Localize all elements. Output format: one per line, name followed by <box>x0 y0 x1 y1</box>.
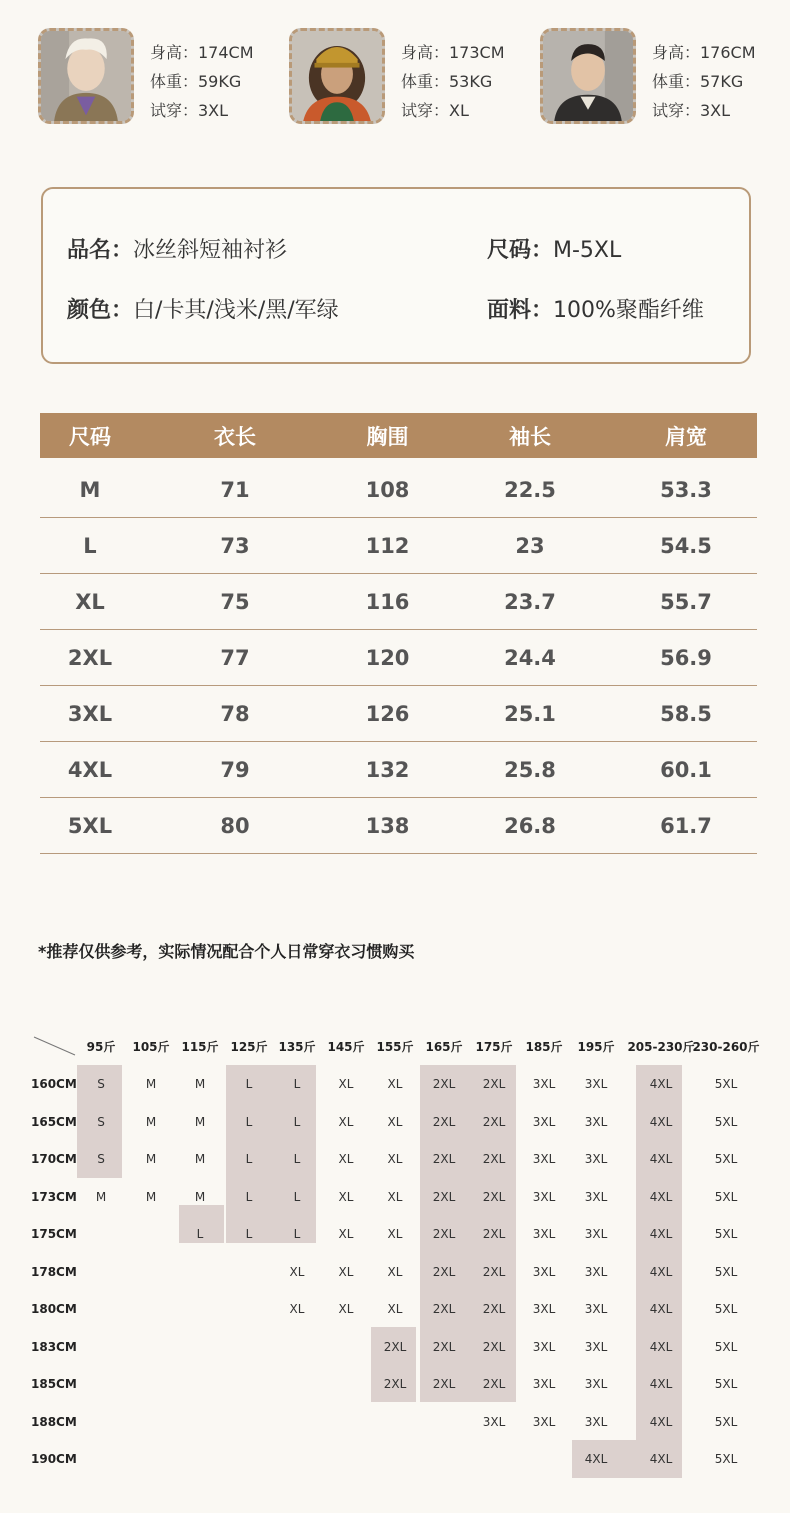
height-header: 175CM <box>31 1227 77 1241</box>
model-height: 身高：174CM <box>150 43 254 62</box>
cell-shoulder: 55.7 <box>660 589 712 614</box>
weight-header: 105斤 <box>132 1040 170 1054</box>
size-cell: XL <box>338 1114 354 1129</box>
cell-length: 78 <box>220 701 250 726</box>
weight-header: 185斤 <box>525 1040 563 1054</box>
size-cell: 4XL <box>649 1264 673 1279</box>
size-cell: XL <box>387 1114 403 1129</box>
size-cell: 2XL <box>383 1339 407 1354</box>
size-cell: 5XL <box>714 1452 738 1466</box>
size-cell: 4XL <box>649 1114 673 1129</box>
size-cell: 2XL <box>482 1302 506 1316</box>
size-cell: XL <box>387 1077 403 1091</box>
cell-chest: 120 <box>365 645 410 670</box>
size-cell: 3XL <box>584 1414 608 1429</box>
height-header: 190CM <box>31 1452 77 1466</box>
size-cell: M <box>194 1189 206 1204</box>
size-cell: XL <box>387 1264 403 1279</box>
size-cell: 2XL <box>383 1377 407 1391</box>
model-weight: 体重：53KG <box>401 72 493 91</box>
size-cell: L <box>196 1227 204 1241</box>
size-cell: L <box>293 1189 301 1204</box>
size-cell: 4XL <box>649 1302 673 1316</box>
size-cell: 3XL <box>532 1152 556 1166</box>
height-header: 165CM <box>31 1114 77 1129</box>
size-cell: 3XL <box>584 1302 608 1316</box>
weight-header: 125斤 <box>230 1040 268 1054</box>
size-cell: L <box>245 1114 253 1129</box>
cell-sleeve: 25.8 <box>504 757 556 782</box>
size-cell: XL <box>387 1189 403 1204</box>
model-weight: 体重：59KG <box>150 72 242 91</box>
cell-chest: 126 <box>365 701 410 726</box>
size-cell: 5XL <box>714 1414 738 1429</box>
header-chest: 胸围 <box>366 424 409 449</box>
size-cell: L <box>245 1227 253 1241</box>
table-row <box>40 574 757 630</box>
size-cell: 3XL <box>584 1077 608 1091</box>
size-chart-table <box>40 413 757 854</box>
size-cell: 3XL <box>584 1227 608 1241</box>
size-cell: 4XL <box>649 1452 673 1466</box>
header-size: 尺码 <box>69 424 111 449</box>
cell-chest: 132 <box>365 757 410 782</box>
size-cell: 4XL <box>649 1152 673 1166</box>
weight-header: 155斤 <box>376 1040 414 1054</box>
size-cell: XL <box>387 1227 403 1241</box>
size-cell: 2XL <box>482 1227 506 1241</box>
size-cell: 3XL <box>532 1077 556 1091</box>
size-cell: XL <box>289 1302 305 1316</box>
size-cell: 2XL <box>482 1189 506 1204</box>
size-cell: 3XL <box>532 1302 556 1316</box>
product-size-key: 尺码： <box>487 238 554 263</box>
size-cell: 2XL <box>482 1077 506 1091</box>
cell-chest: 112 <box>365 533 410 558</box>
size-cell: L <box>293 1114 301 1129</box>
header-length: 衣长 <box>214 424 256 449</box>
size-cell: 2XL <box>432 1227 456 1241</box>
product-color-value: 白/卡其/浅米/黑/军绿 <box>133 298 339 323</box>
table-row <box>40 686 757 742</box>
product-fabric <box>487 293 704 324</box>
size-cell: 5XL <box>714 1264 738 1279</box>
size-cell: 3XL <box>532 1339 556 1354</box>
cell-size: L <box>83 533 97 558</box>
size-recommendation-grid <box>0 1030 790 1513</box>
weight-header: 175斤 <box>475 1040 513 1054</box>
product-colors <box>67 293 339 324</box>
size-cell: S <box>97 1077 105 1091</box>
size-cell: M <box>145 1152 157 1166</box>
size-cell: 2XL <box>482 1114 506 1129</box>
size-cell: M <box>145 1189 157 1204</box>
size-cell: L <box>293 1227 301 1241</box>
size-cell: 3XL <box>584 1189 608 1204</box>
model-size: 试穿：3XL <box>150 101 229 120</box>
size-cell: L <box>293 1077 301 1091</box>
size-cell: M <box>145 1114 157 1129</box>
weight-header: 135斤 <box>278 1040 316 1054</box>
size-cell: 4XL <box>584 1452 608 1466</box>
weight-header: 115斤 <box>181 1040 219 1054</box>
size-cell: 5XL <box>714 1377 738 1391</box>
size-cell: S <box>97 1152 105 1166</box>
product-name-key: 品名： <box>67 238 134 263</box>
cell-size: 5XL <box>67 813 113 838</box>
size-chart-body <box>40 462 757 854</box>
table-row <box>40 742 757 798</box>
cell-shoulder: 56.9 <box>660 645 712 670</box>
cell-sleeve: 24.4 <box>504 645 556 670</box>
size-cell: 3XL <box>532 1189 556 1204</box>
height-header: 178CM <box>31 1264 77 1279</box>
size-cell: M <box>194 1077 206 1091</box>
size-cell: 3XL <box>584 1114 608 1129</box>
size-cell: 2XL <box>482 1264 506 1279</box>
size-cell: 3XL <box>532 1114 556 1129</box>
cell-size: 2XL <box>67 645 113 670</box>
size-cell: 3XL <box>532 1227 556 1241</box>
size-cell: XL <box>289 1264 305 1279</box>
size-cell: XL <box>387 1302 403 1316</box>
height-header: 185CM <box>31 1377 77 1391</box>
size-cell: 3XL <box>584 1339 608 1354</box>
size-cell: S <box>97 1114 105 1129</box>
model-photo <box>289 28 385 124</box>
product-fabric-key: 面料： <box>487 298 554 323</box>
cell-shoulder: 61.7 <box>660 813 712 838</box>
table-row <box>40 518 757 574</box>
size-cell: 3XL <box>584 1377 608 1391</box>
weight-header: 145斤 <box>327 1040 365 1054</box>
size-cell: 5XL <box>714 1339 738 1354</box>
size-cell: 3XL <box>532 1377 556 1391</box>
weight-header: 205-230斤 <box>627 1040 695 1054</box>
model-photo <box>540 28 636 124</box>
model-height: 身高：176CM <box>652 43 756 62</box>
height-header: 183CM <box>31 1339 77 1354</box>
model-height: 身高：173CM <box>401 43 505 62</box>
size-cell: 5XL <box>714 1302 738 1316</box>
weight-header: 165斤 <box>425 1040 463 1054</box>
size-cell: 2XL <box>432 1264 456 1279</box>
cell-length: 80 <box>220 813 250 838</box>
size-cell: 3XL <box>482 1414 506 1429</box>
size-cell: 3XL <box>532 1264 556 1279</box>
height-header: 188CM <box>31 1414 77 1429</box>
size-cell: 3XL <box>532 1414 556 1429</box>
table-row <box>40 798 757 854</box>
size-cell: 5XL <box>714 1152 738 1166</box>
height-header: 170CM <box>31 1152 77 1166</box>
model-card <box>540 28 780 130</box>
model-photo <box>38 28 134 124</box>
size-cell: 5XL <box>714 1114 738 1129</box>
size-cell: 2XL <box>482 1339 506 1354</box>
size-cell: XL <box>338 1302 354 1316</box>
product-color-key: 颜色： <box>67 298 134 323</box>
size-cell: 2XL <box>432 1152 456 1166</box>
cell-sleeve: 26.8 <box>504 813 556 838</box>
size-cell: XL <box>338 1227 354 1241</box>
model-weight: 体重：57KG <box>652 72 744 91</box>
cell-sleeve: 23.7 <box>504 589 556 614</box>
size-cell: M <box>145 1077 157 1091</box>
cell-shoulder: 58.5 <box>660 701 712 726</box>
size-cell: M <box>194 1114 206 1129</box>
product-size-value: M-5XL <box>553 238 622 263</box>
size-cell: L <box>293 1152 301 1166</box>
cell-length: 77 <box>220 645 250 670</box>
size-cell: XL <box>338 1264 354 1279</box>
size-cell: 2XL <box>432 1377 456 1391</box>
product-fabric-value: 100%聚酯纤维 <box>553 298 704 323</box>
cell-chest: 116 <box>365 589 410 614</box>
size-cell: 2XL <box>432 1114 456 1129</box>
size-cell: XL <box>338 1077 354 1091</box>
product-name <box>67 233 287 264</box>
size-cell: 2XL <box>482 1152 506 1166</box>
weight-header: 195斤 <box>577 1040 615 1054</box>
size-cell: 2XL <box>432 1339 456 1354</box>
cell-size: XL <box>75 589 105 614</box>
size-cell: 4XL <box>649 1189 673 1204</box>
weight-header: 95斤 <box>86 1040 116 1054</box>
corner-diagonal <box>33 1035 77 1057</box>
height-header: 160CM <box>31 1077 77 1091</box>
cell-size: 3XL <box>67 701 113 726</box>
size-cell: 4XL <box>649 1414 673 1429</box>
size-cell: XL <box>338 1152 354 1166</box>
size-cell: XL <box>387 1152 403 1166</box>
weight-header: 230-260斤 <box>692 1040 760 1054</box>
size-cell: 4XL <box>649 1339 673 1354</box>
cell-length: 75 <box>220 589 250 614</box>
size-cell: 3XL <box>584 1152 608 1166</box>
product-name-value: 冰丝斜短袖衬衫 <box>133 238 288 263</box>
size-cell: 4XL <box>649 1227 673 1241</box>
cell-chest: 138 <box>365 813 410 838</box>
size-cell: L <box>245 1077 253 1091</box>
model-card <box>38 28 278 130</box>
header-sleeve: 袖长 <box>509 424 551 449</box>
cell-sleeve: 22.5 <box>504 477 556 502</box>
cell-shoulder: 54.5 <box>660 533 712 558</box>
size-cell: M <box>194 1152 206 1166</box>
size-cell: 2XL <box>482 1377 506 1391</box>
header-shoulder: 肩宽 <box>665 424 707 449</box>
recommendation-note: *推荐仅供参考，实际情况配合个人日常穿衣习惯购买 <box>38 942 415 961</box>
model-size: 试穿：3XL <box>652 101 731 120</box>
cell-chest: 108 <box>365 477 410 502</box>
table-row <box>40 630 757 686</box>
size-cell: 2XL <box>432 1189 456 1204</box>
product-size-range <box>487 233 621 264</box>
cell-length: 73 <box>220 533 250 558</box>
height-header: 173CM <box>31 1189 77 1204</box>
table-row <box>40 462 757 518</box>
model-card <box>289 28 529 130</box>
size-chart-header <box>40 413 757 458</box>
size-cell: 4XL <box>649 1077 673 1091</box>
cell-shoulder: 53.3 <box>660 477 712 502</box>
size-cell: M <box>95 1189 107 1204</box>
size-cell: 4XL <box>649 1377 673 1391</box>
size-cell: 2XL <box>432 1302 456 1316</box>
cell-size: M <box>79 477 101 502</box>
size-cell: 5XL <box>714 1227 738 1241</box>
product-info-box <box>41 187 751 364</box>
size-cell: L <box>245 1152 253 1166</box>
cell-sleeve: 25.1 <box>504 701 556 726</box>
size-cell: 2XL <box>432 1077 456 1091</box>
cell-length: 71 <box>220 477 250 502</box>
cell-size: 4XL <box>67 757 113 782</box>
size-cell: 3XL <box>584 1264 608 1279</box>
model-strip <box>0 28 790 130</box>
cell-shoulder: 60.1 <box>660 757 712 782</box>
cell-sleeve: 23 <box>515 533 545 558</box>
height-header: 180CM <box>31 1302 77 1316</box>
size-cell: 5XL <box>714 1077 738 1091</box>
model-size: 试穿：XL <box>401 101 469 120</box>
size-cell: XL <box>338 1189 354 1204</box>
size-cell: 5XL <box>714 1189 738 1204</box>
cell-length: 79 <box>220 757 250 782</box>
size-cell: L <box>245 1189 253 1204</box>
